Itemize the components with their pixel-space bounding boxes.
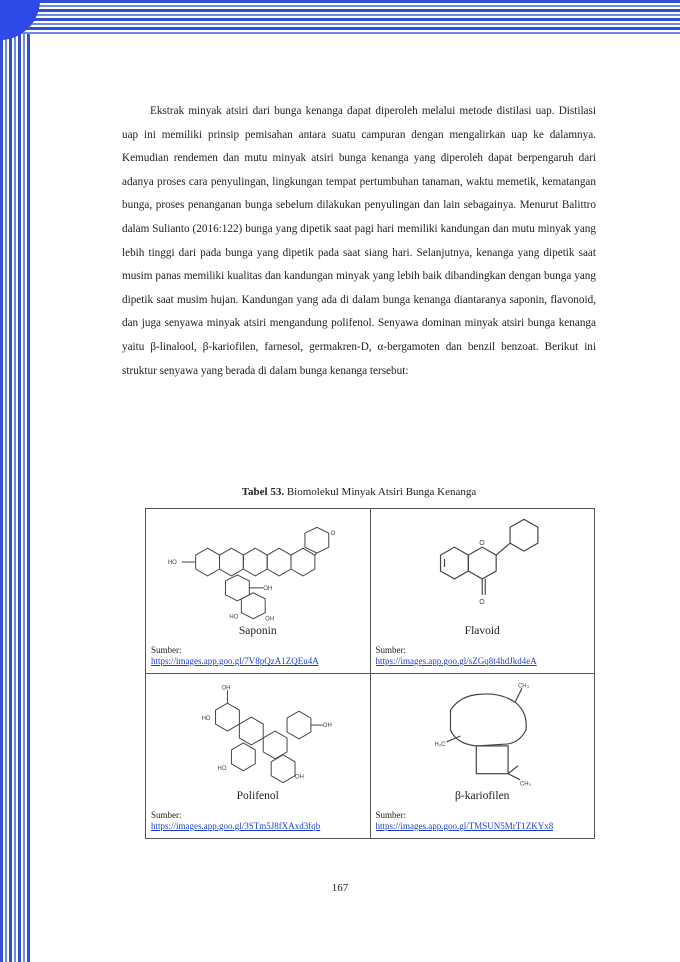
- svg-text:OH: OH: [263, 585, 273, 592]
- compound-name: Flavoid: [464, 625, 500, 637]
- source-label: Sumber:: [375, 810, 406, 820]
- biomolecule-table: [145, 508, 595, 839]
- svg-text:HO: HO: [217, 765, 227, 772]
- svg-text:OH: OH: [265, 616, 275, 623]
- table-caption: [122, 486, 596, 498]
- table-caption-label: Tabel 53.: [241, 486, 285, 498]
- compound-name: Polifenol: [236, 790, 279, 802]
- flavoid-structure-image: [371, 515, 595, 623]
- svg-text:O: O: [478, 540, 485, 548]
- compound-name: β-kariofilen: [455, 790, 510, 802]
- table-cell-flavoid: [370, 509, 595, 674]
- table-cell-saponin: [146, 509, 371, 674]
- source-link[interactable]: https://images.app.goo.gl/3STm5J8fXAxd3fqb: [151, 821, 321, 831]
- table-cell-polifenol: [146, 674, 371, 839]
- source-link[interactable]: https://images.app.goo.gl/7V8pQzA1ZQEu4A: [151, 656, 319, 666]
- source-label: Sumber:: [151, 810, 182, 820]
- polifenol-structure-image: [146, 680, 370, 788]
- source-label: Sumber:: [375, 645, 406, 655]
- source-label: Sumber:: [151, 645, 182, 655]
- page-frame-top-stripes: [20, 0, 680, 34]
- svg-text:O: O: [330, 531, 336, 538]
- source-link[interactable]: https://images.app.goo.gl/TMSUN5MrT1ZKYx8: [375, 821, 554, 831]
- table-cell-beta-kariofilen: [370, 674, 595, 839]
- compound-name: Saponin: [238, 625, 277, 637]
- svg-text:HO: HO: [167, 560, 177, 567]
- beta-kariofilen-structure-image: [371, 680, 595, 788]
- svg-text:HO: HO: [201, 716, 211, 723]
- table-caption-text: Biomolekul Minyak Atsiri Bunga Kenanga: [284, 486, 477, 498]
- svg-text:OH: OH: [221, 685, 231, 692]
- saponin-structure-image: [146, 515, 370, 623]
- svg-text:H₂C: H₂C: [434, 741, 445, 748]
- svg-text:HO: HO: [229, 614, 239, 621]
- svg-text:CH₃: CH₃: [519, 781, 531, 788]
- page-frame-left-stripes: [0, 0, 30, 962]
- source-link[interactable]: https://images.app.goo.gl/sZGq8t4hdJkd4eA: [375, 656, 537, 666]
- svg-text:OH: OH: [322, 723, 332, 730]
- page-frame-corner: [0, 0, 40, 40]
- svg-text:OH: OH: [295, 774, 304, 781]
- body-paragraph: Ekstrak minyak atsiri dari bunga kenanga dapat diperoleh melalui metode distilasi uap. Distilasi uap ini memiliki prinsip pemisahan antara suatu campuran dengan mengalirkan uap ke dalamnya. Kemudian rendemen dan mutu minyak atsiri bunga kenanga yang diperoleh dapat berpengaruh dari adanya proses cara penyulingan, lingkungan tempat pertumbuhan tanaman, waktu memetik, kematangan bunga, proses penanganan bunga sebelum dilakukan penyulingan dan lain sebagainya. Menurut Balittro dalam Sulianto (2016:122) bunga yang dipetik saat pagi hari memiliki kandungan dan mutu minyak yang lebih tinggi dari pada bunga yang dipetik pada saat siang hari. Selanjutnya, kenanga yang dipetik saat musim panas memiliki kualitas dan kandungan minyak yang lebih baik dibandingkan dengan bunga yang dipetik saat musim hujan. Kandungan yang ada di dalam bunga kenanga diantaranya saponin, flavonoid, dan juga senyawa minyak atsiri mengandung polifenol. Senyawa dominan minyak atsiri bunga kenanga yaitu β-linalool, β-kariofilen, farnesol, germakren-D, α-bergamoten dan benzil benzoat. Berikut ini struktur senyawa yang berada di dalam bunga kenanga tersebut:: [122, 105, 596, 377]
- svg-text:CH₃: CH₃: [517, 683, 529, 690]
- page-number: 167: [331, 882, 349, 894]
- svg-text:O: O: [478, 598, 485, 606]
